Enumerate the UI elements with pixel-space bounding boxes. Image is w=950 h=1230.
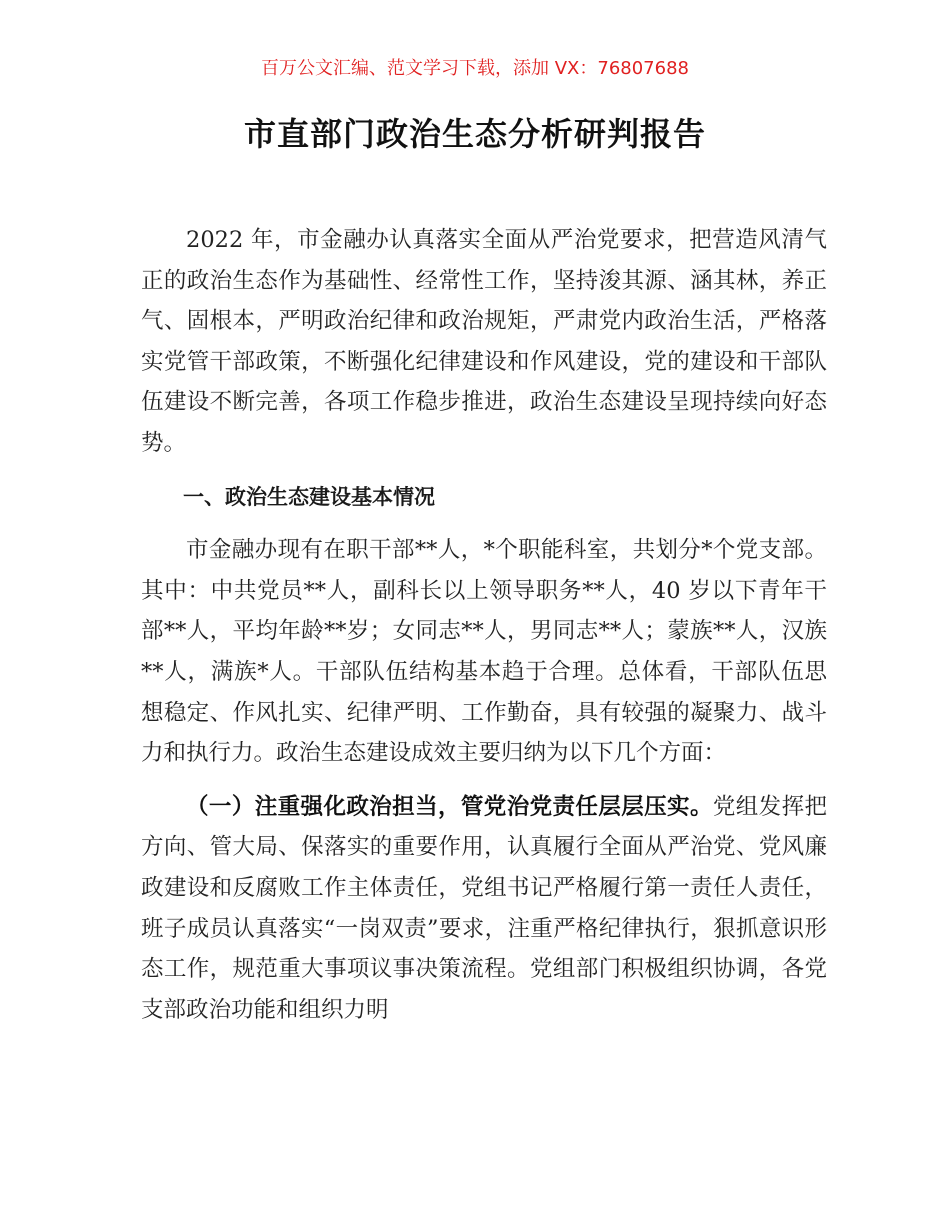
intro-paragraph: 2022 年，市金融办认真落实全面从严治党要求，把营造风清气正的政治生态作为基础性、经常性工作，坚持浚其源、涵其林，养正气、固根本，严明政治纪律和政治规矩，严肃党内政治生活，严格落实党管干部政策，不断强化纪律建设和作风建设，党的建设和干部队伍建设不断完善，各项工作稳步推进，政治生态建设呈现持续向好态势。 — [141, 227, 827, 456]
subsection1-body: 党组发挥把方向、管大局、保落实的重要作用，认真履行全面从严治党、党风廉政建设和反腐败工作主体责任，党组书记严格履行第一责任人责任，班子成员认真落实“一岗双责”要求，注重严格纪律执行，狠抓意识形态工作，规范重大事项议事决策流程。党组部门积极组织协调，各党支部政治功能和组织力明 — [141, 793, 827, 1023]
subsection1-heading: （一）注重强化政治担当，管党治党责任层层压实。 — [186, 793, 713, 820]
section1-paragraph: 市金融办现有在职干部**人，*个职能科室，共划分*个党支部。其中：中共党员**人，副科长以上领导职务**人，40 岁以下青年干部**人，平均年龄**岁；女同志**人，男同志**人；蒙族**人，汉族**人，满族*人。干部队伍结构基本趋于合理。总体看，干部队伍思想稳定、作风扎实、纪律严明、工作勤奋，具有较强的凝聚力、战斗力和执行力。政治生态建设成效主要归纳为以下几个方面： — [141, 537, 827, 767]
document-title: 市直部门政治生态分析研判报告 — [243, 115, 706, 153]
promo-banner: 百万公文汇编、范文学习下载，添加 VX：76807688 — [261, 58, 689, 79]
section-heading-1: 一、政治生态建设基本情况 — [183, 484, 435, 509]
document-body — [141, 220, 827, 1043]
subsection1-paragraph — [141, 787, 827, 1031]
